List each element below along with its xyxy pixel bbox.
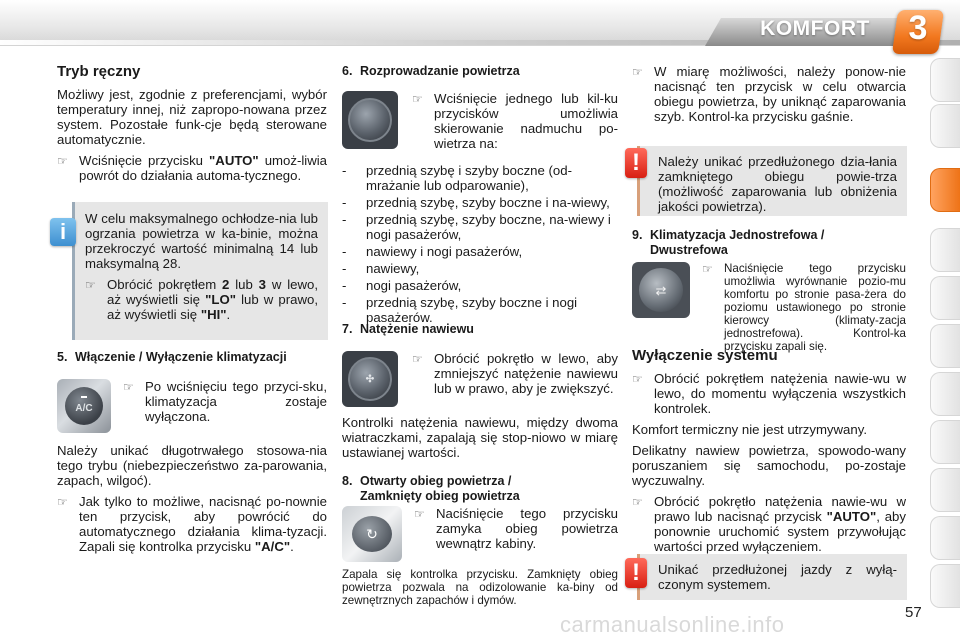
list-item: - nawiewy i nogi pasażerów,	[342, 244, 523, 259]
system-off-bullet-1: ☞ Obrócić pokrętłem natężenia nawie-wu w lewo, do momentu wyłączenia wszystkich kontrolek.	[632, 371, 906, 416]
side-tab-1[interactable]	[930, 58, 960, 102]
ac-led-icon	[81, 396, 87, 398]
side-tab-6[interactable]	[930, 324, 960, 368]
side-tab-10[interactable]	[930, 516, 960, 560]
side-tab-4[interactable]	[930, 228, 960, 272]
page-number: 57	[905, 604, 922, 621]
warning-2-text: Unikać przedłużonej jazdy z wyłą-czonym systemem.	[658, 562, 897, 592]
system-off-para-1: Komfort termiczny nie jest utrzymywany.	[632, 422, 867, 437]
section-7	[342, 322, 618, 466]
list-item: - przednią szybę i szyby boczne (od-mrażanie lub odparowanie),	[342, 163, 572, 193]
hand-pointer-icon: ☞	[85, 278, 96, 292]
section-8-heading: 8. Otwarty obieg powietrza / Zamknięty obieg powietrza	[342, 474, 520, 503]
bullet-reopen-circulation: ☞ W miarę możliwości, należy ponow-nie nacisnąć ten przycisk w celu otwarcia obiegu powietrza, by uniknąć zaparowania szyb. Kontrol-ka przycisku gaśnie.	[632, 64, 906, 124]
side-tab-5[interactable]	[930, 276, 960, 320]
heading-manual-mode: Tryb ręczny	[57, 63, 141, 80]
side-tab-8[interactable]	[930, 420, 960, 464]
column-1	[57, 64, 327, 189]
section-7-para: Kontrolki natężenia nawiewu, między dwoma wiatraczkami, zapalają się stop-niowo w miarę ustawianej wartości.	[342, 415, 618, 460]
section-9-row	[632, 262, 906, 359]
hand-pointer-icon: ☞	[632, 372, 643, 386]
section-7-bullet: ☞ Obrócić pokrętło w lewo, aby zmniejszyć natężenie nawiewu lub w prawo, aby je zwiększyć.	[412, 351, 618, 396]
hand-pointer-icon: ☞	[414, 507, 425, 521]
air-distribution-knob-image	[342, 91, 398, 149]
air-distribution-list	[342, 163, 618, 325]
list-item: - przednią szybę, szyby boczne i nogi pasażerów.	[342, 295, 578, 325]
warning-box-1	[637, 146, 907, 216]
list-item: - nawiewy,	[342, 261, 420, 276]
info-box-text: W celu maksymalnego ochłodze-nia lub ogrzania powietrza w ka-binie, można przekroczyć wartość minimalną 14 lub maksymalną 28.	[85, 211, 318, 271]
bullet-auto: ☞ Wciśnięcie przycisku "AUTO" umoż-liwia powrót do działania automa-tycznego.	[57, 153, 328, 183]
section-8	[342, 474, 618, 613]
hand-pointer-icon: ☞	[632, 65, 643, 79]
section-5-bullet: ☞ Po wciśnięciu tego przyci-sku, klimatyzacja zostaje wyłączona.	[123, 379, 327, 424]
side-tab-active[interactable]	[930, 168, 960, 212]
hand-pointer-icon: ☞	[57, 154, 68, 168]
dual-zone-button-image	[632, 262, 690, 318]
hand-pointer-icon: ☞	[632, 495, 643, 509]
chapter-number: 3	[908, 9, 928, 47]
section-8-para: Zapala się kontrolka przycisku. Zamknięty obieg powietrza pozwala na odizolowanie ka-biny od zewnętrznych zapachów i dymów.	[342, 568, 618, 607]
info-icon: i	[50, 218, 76, 246]
watermark-text: carmanualsonline.info	[560, 612, 785, 637]
section-8-bullet: ☞ Naciśnięcie tego przycisku zamyka obieg powietrza wewnątrz kabiny.	[414, 506, 618, 551]
dual-zone-icon: ⇄	[639, 268, 683, 312]
section-5-bullet-2: ☞ Jak tylko to możliwe, nacisnąć po-nownie ten przycisk, aby powrócić do automatycznego działania klima-tyzacji. Zapali się kontrolka przycisku "A/C".	[57, 494, 327, 554]
auto-key-label: "AUTO"	[209, 153, 259, 168]
auto-key-label: "AUTO"	[826, 509, 877, 524]
ac-button-image	[57, 379, 111, 433]
fan-icon: ✣	[348, 357, 392, 401]
hand-pointer-icon: ☞	[123, 380, 134, 394]
section-9	[632, 228, 906, 359]
ac-key-label: "A/C"	[254, 539, 291, 554]
section-9-heading: 9. Klimatyzacja Jednostrefowa / Dwustrefowa	[632, 228, 825, 257]
hand-pointer-icon: ☞	[412, 92, 423, 106]
section-7-row	[342, 351, 618, 407]
column-2	[342, 64, 618, 327]
section-9-bullet: ☞ Naciśnięcie tego przycisku umożliwia wyrównanie pozio-mu komfortu po stronie pasa-żera do poziomu ustawionego po stronie kierowcy (klimaty-zacja jednostrefowa). Kontrol-ka przycisku zapali się.	[702, 262, 906, 353]
warning-1-text: Należy unikać przedłużonego dzia-łania zamkniętego obiegu powie-trza (możliwość zaparowania lub obniżenia jakości powietrza).	[658, 154, 897, 214]
section-5-para: Należy unikać długotrwałego stosowa-nia tego trybu (niebezpieczeństwo za-parowania, zapach, wilgoć).	[57, 443, 327, 488]
recirculation-button-image	[342, 506, 402, 562]
system-off-section	[632, 348, 906, 560]
section-6-heading: 6. Rozprowadzanie powietrza	[342, 64, 520, 78]
hand-pointer-icon: ☞	[702, 262, 713, 276]
section-6-row	[342, 91, 618, 157]
section-7-heading: 7. Natężenie nawiewu	[342, 322, 474, 336]
section-5-row	[57, 379, 327, 433]
recirculation-icon: ↻	[352, 516, 392, 552]
info-box-bullet: ☞ Obrócić pokrętłem 2 lub 3 w lewo, aż wyświetli się "LO" lub w prawo, aż wyświetli się "HI".	[85, 277, 318, 322]
list-item: - przednią szybę, szyby boczne, na-wiewy i nogi pasażerów,	[342, 212, 611, 242]
hand-pointer-icon: ☞	[57, 495, 68, 509]
system-off-bullet-2: ☞ Obrócić pokrętło natężenia nawie-wu w prawo lub nacisnąć przycisk "AUTO", aby ponownie uruchomić system przywołując wartości przed wyłączeniem.	[632, 494, 906, 554]
column-3	[632, 64, 906, 130]
section-5	[57, 350, 327, 560]
page-title: KOMFORT	[760, 17, 870, 40]
list-item: - przednią szybę, szyby boczne i na-wiewy,	[342, 195, 610, 210]
section-8-row	[342, 506, 618, 562]
side-tab-11[interactable]	[930, 564, 960, 608]
list-item: - nogi pasażerów,	[342, 278, 462, 293]
side-tab-2[interactable]	[930, 104, 960, 148]
fan-speed-knob-image	[342, 351, 398, 407]
side-tab-9[interactable]	[930, 468, 960, 512]
warning-icon: !	[625, 558, 647, 588]
warning-icon: !	[625, 148, 647, 178]
system-off-para-2: Delikatny nawiew powietrza, spowodo-wany poruszaniem się samochodu, po-zostaje wyczuwalny.	[632, 443, 906, 488]
info-box	[72, 202, 328, 340]
warning-box-2	[637, 554, 907, 600]
manual-mode-intro: Możliwy jest, zgodnie z preferencjami, wybór temperatury innej, niż zapropo-nowana przez system. Pozostałe funk-cje będą sterowane automatycznie.	[57, 87, 327, 147]
ac-label: A/C	[75, 403, 93, 414]
section-5-heading: 5. Włączenie / Wyłączenie klimatyzacji	[57, 350, 287, 364]
side-tab-7[interactable]	[930, 372, 960, 416]
section-6-bullet: ☞ Wciśnięcie jednego lub kil-ku przycisków umożliwia skierowanie nadmuchu po-wietrza na:	[412, 91, 618, 151]
heading-system-off: Wyłączenie systemu	[632, 347, 778, 364]
hand-pointer-icon: ☞	[412, 352, 423, 366]
